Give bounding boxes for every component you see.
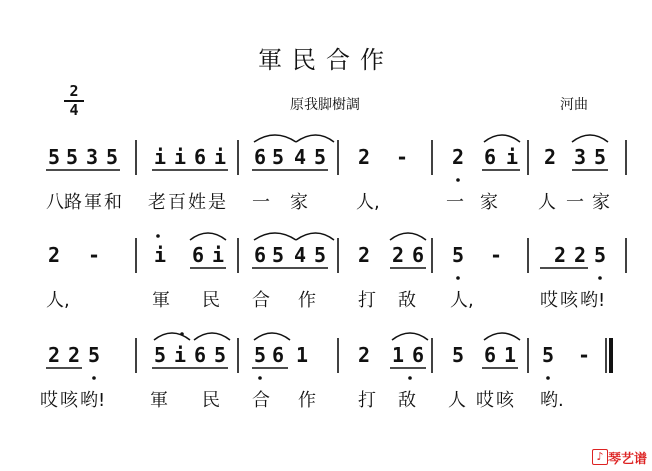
note: 6 bbox=[193, 343, 207, 367]
lyric: 作 bbox=[298, 290, 316, 311]
subtitle: 原我脚樹調 bbox=[290, 97, 360, 113]
note: 5 bbox=[451, 343, 465, 367]
note: 5 bbox=[105, 145, 119, 169]
note: 5 bbox=[213, 343, 227, 367]
lyric: 民 bbox=[202, 390, 220, 411]
lyric: 家 bbox=[592, 192, 610, 213]
lyric: 哎 bbox=[540, 290, 558, 311]
dot bbox=[258, 376, 262, 380]
lyric: 家 bbox=[290, 192, 308, 213]
note: 5 bbox=[313, 243, 327, 267]
slurs bbox=[154, 135, 608, 340]
note: 6 bbox=[253, 243, 267, 267]
slur bbox=[484, 135, 520, 142]
lyric: 哎 bbox=[476, 390, 494, 411]
note: 2 bbox=[451, 145, 465, 169]
note: 5 bbox=[451, 243, 465, 267]
note: i bbox=[173, 145, 187, 169]
slur bbox=[392, 333, 428, 340]
note: 3 bbox=[573, 145, 587, 169]
note: i bbox=[213, 145, 227, 169]
watermark-text: 琴艺谱 bbox=[608, 452, 648, 467]
slur bbox=[296, 135, 334, 142]
slur bbox=[254, 333, 290, 340]
note: 5 bbox=[65, 145, 79, 169]
note: 5 bbox=[153, 343, 167, 367]
lyric: 人, bbox=[450, 290, 474, 311]
note: - bbox=[87, 243, 101, 267]
note: 6 bbox=[483, 145, 497, 169]
note: 2 bbox=[573, 243, 587, 267]
lyric: 人 bbox=[448, 390, 466, 411]
lyric: 軍 bbox=[84, 192, 102, 213]
music-logo-icon: ♪ bbox=[592, 449, 608, 465]
note: 2 bbox=[357, 145, 371, 169]
lyric: 咳 bbox=[560, 290, 578, 311]
lyric: 咳 bbox=[60, 390, 78, 411]
lyric: 是 bbox=[208, 192, 226, 213]
lyric: 老 bbox=[148, 192, 166, 213]
lyric: 作 bbox=[298, 390, 316, 411]
lyric: 敌 bbox=[398, 390, 416, 411]
note: 6 bbox=[271, 343, 285, 367]
note: 2 bbox=[67, 343, 81, 367]
credit: 河曲 bbox=[560, 97, 588, 113]
time-signature-top: 2 bbox=[69, 82, 79, 100]
note: 3 bbox=[85, 145, 99, 169]
dot bbox=[408, 376, 412, 380]
lyric: 人, bbox=[46, 290, 70, 311]
lyric: 姓 bbox=[188, 192, 206, 213]
slur bbox=[194, 333, 230, 340]
lyric: 家 bbox=[480, 192, 498, 213]
note: - bbox=[489, 243, 503, 267]
lyric: 哎 bbox=[40, 390, 58, 411]
note: 2 bbox=[391, 243, 405, 267]
dot bbox=[546, 376, 550, 380]
dot bbox=[456, 276, 460, 280]
note: i bbox=[153, 145, 167, 169]
lyric: 一 bbox=[446, 192, 464, 213]
note: i bbox=[173, 343, 187, 367]
lyric: 哟! bbox=[580, 290, 606, 311]
note: 5 bbox=[253, 343, 267, 367]
note: - bbox=[577, 343, 591, 367]
lyric: 敌 bbox=[398, 290, 416, 311]
note: 2 bbox=[553, 243, 567, 267]
note: 4 bbox=[293, 243, 307, 267]
lyric: 軍 bbox=[152, 290, 170, 311]
lyric: 哟! bbox=[80, 390, 106, 411]
note: 2 bbox=[543, 145, 557, 169]
lyric: 打 bbox=[358, 390, 376, 411]
note: 5 bbox=[593, 145, 607, 169]
note: 1 bbox=[391, 343, 405, 367]
slur bbox=[572, 135, 608, 142]
lyric: 人 bbox=[538, 192, 556, 213]
note: - bbox=[395, 145, 409, 169]
lyric: 百 bbox=[168, 192, 186, 213]
note: 5 bbox=[87, 343, 101, 367]
lyric: 咳 bbox=[496, 390, 514, 411]
dot bbox=[92, 376, 96, 380]
note: 5 bbox=[593, 243, 607, 267]
note: 5 bbox=[541, 343, 555, 367]
lyric: 一 bbox=[252, 192, 270, 213]
dots bbox=[92, 178, 602, 380]
note: i bbox=[505, 145, 519, 169]
slur bbox=[390, 233, 426, 240]
note: 6 bbox=[483, 343, 497, 367]
lyric: 路 bbox=[64, 192, 82, 213]
note: 2 bbox=[357, 343, 371, 367]
lyric: 和 bbox=[104, 192, 122, 213]
time-signature-bottom: 4 bbox=[69, 101, 79, 119]
dot bbox=[180, 332, 184, 336]
dot bbox=[156, 234, 160, 238]
barlines bbox=[136, 140, 626, 373]
lyric: 軍 bbox=[150, 390, 168, 411]
note: 6 bbox=[411, 343, 425, 367]
lyric: 八 bbox=[46, 192, 64, 213]
note: 5 bbox=[313, 145, 327, 169]
dot bbox=[598, 276, 602, 280]
note: 4 bbox=[293, 145, 307, 169]
note: 2 bbox=[47, 343, 61, 367]
dot bbox=[456, 178, 460, 182]
lyric: 哟. bbox=[540, 390, 564, 411]
lyric: 民 bbox=[202, 290, 220, 311]
note: 5 bbox=[47, 145, 61, 169]
lyric: 打 bbox=[358, 290, 376, 311]
slur bbox=[154, 333, 190, 340]
note: 6 bbox=[191, 243, 205, 267]
slur bbox=[484, 333, 520, 340]
slur bbox=[190, 233, 226, 240]
lyric: 一 bbox=[566, 192, 584, 213]
note: i bbox=[211, 243, 225, 267]
lyric: 合 bbox=[252, 390, 270, 411]
note: 1 bbox=[295, 343, 309, 367]
note: 5 bbox=[271, 243, 285, 267]
note: 6 bbox=[193, 145, 207, 169]
note: 2 bbox=[357, 243, 371, 267]
slur bbox=[296, 233, 334, 240]
note: 6 bbox=[411, 243, 425, 267]
lyric: 人, bbox=[356, 192, 380, 213]
beams bbox=[46, 170, 608, 368]
lyric: 合 bbox=[252, 290, 270, 311]
note: 1 bbox=[503, 343, 517, 367]
note: 2 bbox=[47, 243, 61, 267]
note: i bbox=[153, 243, 167, 267]
slur bbox=[254, 233, 296, 240]
note: 6 bbox=[253, 145, 267, 169]
slur bbox=[254, 135, 296, 142]
note: 5 bbox=[271, 145, 285, 169]
page-title: 軍民合作 bbox=[258, 46, 394, 74]
